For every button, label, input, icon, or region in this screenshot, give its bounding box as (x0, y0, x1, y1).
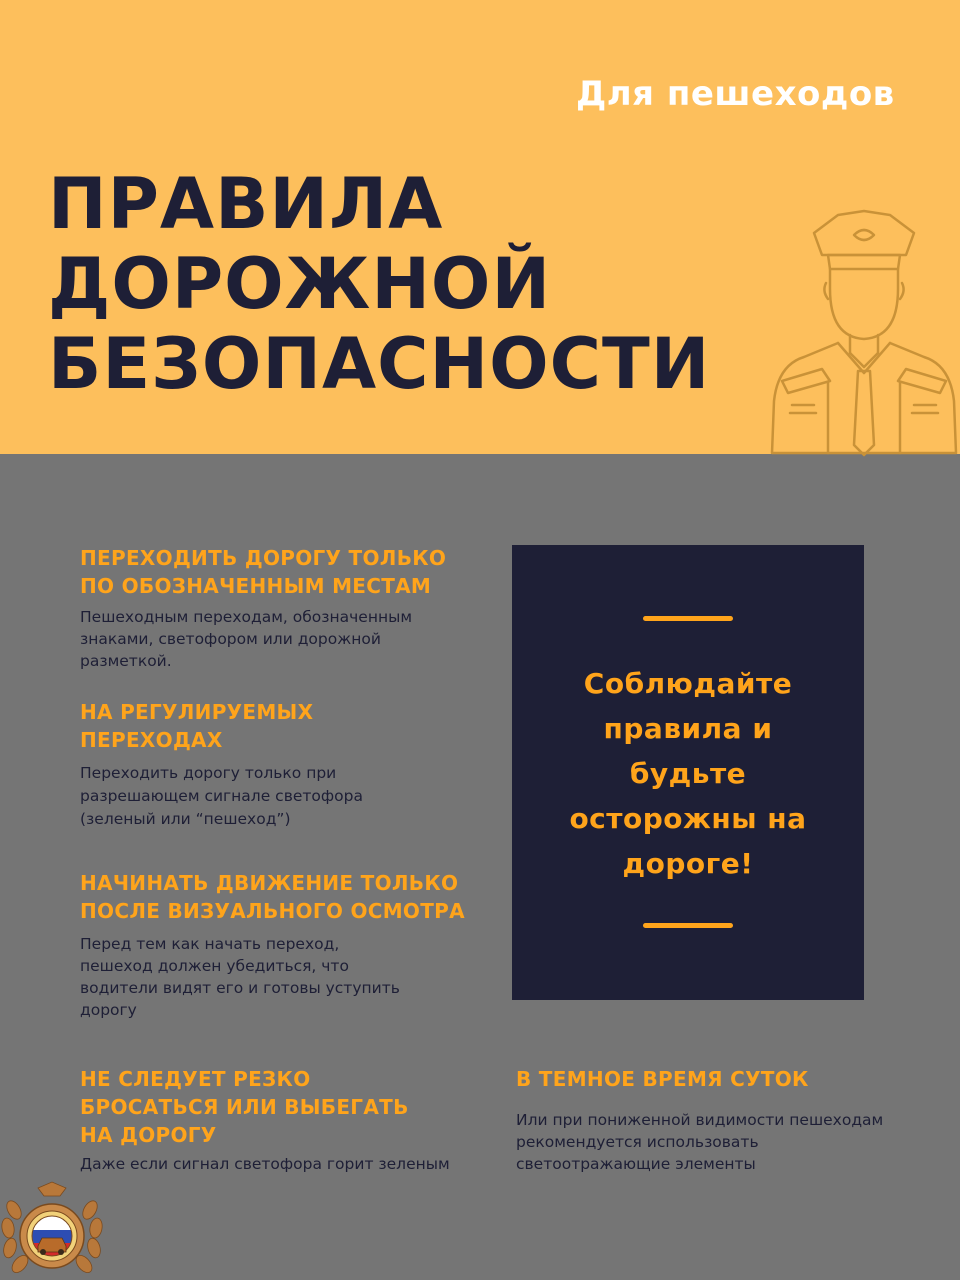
title-line: ДОРОЖНОЙ (48, 243, 552, 325)
rule-title (80, 1065, 480, 1149)
callout-box (512, 545, 864, 1000)
rule-no-running (80, 1065, 480, 1175)
rule-text-line: Даже если сигнал светофора горит зеленым (80, 1155, 450, 1173)
rule-crossing-places (80, 544, 480, 672)
rule-title-line: ПО ОБОЗНАЧЕННЫМ МЕСТАМ (80, 574, 432, 598)
callout-line: будьте (629, 757, 747, 790)
traffic-police-emblem (0, 1180, 104, 1280)
rule-text-line: разметкой. (80, 652, 172, 670)
rule-visual-check (80, 869, 480, 1021)
page-subtitle: Для пешеходов (576, 74, 895, 114)
rule-text-line: пешеход должен убедиться, что (80, 957, 349, 975)
rule-text-line: Перед тем как начать переход, (80, 935, 340, 953)
callout-line: дороге! (622, 847, 754, 880)
rule-title (80, 869, 480, 925)
rule-text (516, 1109, 916, 1175)
callout-line: осторожны на (569, 802, 807, 835)
rule-text-line: светоотражающие элементы (516, 1155, 756, 1173)
rule-title-line: ПЕРЕХОДАХ (80, 728, 223, 752)
rule-title-line: В ТЕМНОЕ ВРЕМЯ СУТОК (516, 1067, 809, 1091)
rule-title-line: НА РЕГУЛИРУЕМЫХ (80, 700, 314, 724)
traffic-police-officer-icon (768, 205, 960, 457)
rule-text-line: знаками, светофором или дорожной (80, 630, 381, 648)
callout-line: правила и (603, 712, 773, 745)
rule-text-line: водители видят его и готовы уступить (80, 979, 400, 997)
rule-title (80, 698, 480, 754)
rule-text-line: дорогу (80, 1001, 137, 1019)
rule-text (80, 762, 480, 831)
title-line: ПРАВИЛА (48, 163, 444, 245)
rule-text (80, 1153, 480, 1175)
rule-text-line: Пешеходным переходам, обозначенным (80, 608, 413, 626)
rule-text (80, 933, 480, 1021)
rule-title-line: НЕ СЛЕДУЕТ РЕЗКО (80, 1067, 311, 1091)
callout-line: Соблюдайте (583, 667, 793, 700)
callout-text (512, 661, 864, 886)
rule-title (80, 544, 480, 600)
rule-regulated-crossings (80, 698, 480, 831)
rule-title (516, 1065, 916, 1093)
title-line: БЕЗОПАСНОСТИ (48, 323, 711, 405)
callout-top-bar (643, 616, 733, 621)
rule-text (80, 606, 480, 672)
rule-text-line: разрешающем сигнале светофора (80, 787, 363, 805)
rule-text-line: (зеленый или “пешеход”) (80, 810, 291, 828)
rule-text-line: Или при пониженной видимости пешеходам (516, 1111, 884, 1129)
rule-text-line: рекомендуется использовать (516, 1133, 759, 1151)
rule-title-line: БРОСАТЬСЯ ИЛИ ВЫБЕГАТЬ (80, 1095, 409, 1119)
rule-dark-time (516, 1065, 916, 1175)
rule-title-line: НА ДОРОГУ (80, 1123, 217, 1147)
rule-text-line: Переходить дорогу только при (80, 764, 337, 782)
rule-title-line: НАЧИНАТЬ ДВИЖЕНИЕ ТОЛЬКО (80, 871, 459, 895)
rule-title-line: ПЕРЕХОДИТЬ ДОРОГУ ТОЛЬКО (80, 546, 447, 570)
rule-title-line: ПОСЛЕ ВИЗУАЛЬНОГО ОСМОТРА (80, 899, 465, 923)
callout-bottom-bar (643, 923, 733, 928)
page-title (48, 164, 710, 404)
